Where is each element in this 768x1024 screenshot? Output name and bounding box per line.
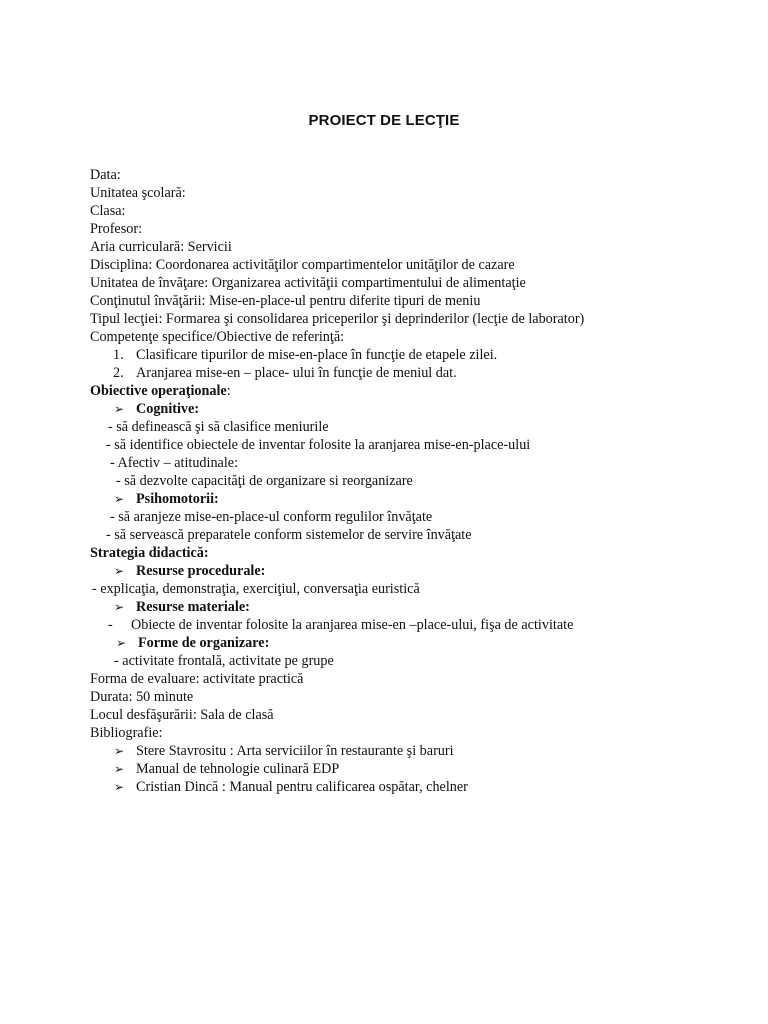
bibliography-text: Stere Stavrositu : Arta serviciilor în restaurante şi baruri: [136, 743, 454, 759]
obiective-heading-text: Obiective operaţionale: [90, 383, 227, 399]
field-disciplina: Disciplina: Coordonarea activităţilor compartimentelor unităţilor de cazare: [90, 257, 515, 273]
field-unitatea-invatare: Unitatea de învăţare: Organizarea activităţii compartimentului de alimentaţie: [90, 275, 526, 291]
list-item: [113, 346, 497, 364]
bibliography-text: Cristian Dincă : Manual pentru calificarea ospătar, chelner: [136, 779, 468, 795]
obiective-heading-colon: :: [226, 383, 231, 399]
cognitive-item: - să definească şi să clasifice meniurile: [108, 419, 329, 435]
cognitive-heading: [114, 400, 199, 418]
field-tipul: Tipul lecţiei: Formarea şi consolidarea priceperilor şi deprinderilor (lecţie de laborator): [90, 311, 585, 327]
resurse-procedurale-text: - explicaţia, demonstraţia, exerciţiul, conversaţia euristică: [92, 581, 420, 597]
bibliography-item: [114, 778, 468, 796]
forme-label: Forme de organizare:: [138, 635, 270, 651]
list-item: [113, 364, 457, 382]
strategia-heading: Strategia didactică:: [90, 545, 209, 561]
psihomotorii-heading: [114, 490, 219, 508]
list-text: Clasificare tipurilor de mise-en-place în funcţie de etapele zilei.: [136, 347, 498, 363]
afectiv-item: - să dezvolte capacităţi de organizare si reorganizare: [116, 473, 413, 489]
resurse-materiale-label: Resurse materiale:: [136, 599, 250, 615]
list-text: Aranjarea mise-en – place- ului în funcţie de meniul dat.: [136, 365, 457, 381]
bibliography-text: Manual de tehnologie culinară EDP: [136, 761, 340, 777]
field-competente: Competenţe specifice/Obiective de referinţă:: [90, 329, 345, 345]
obiective-heading: [90, 382, 231, 400]
field-continutul: Conţinutul învăţării: Mise-en-place-ul pentru diferite tipuri de meniu: [90, 293, 481, 309]
psihomotorii-item: - să aranjeze mise-en-place-ul conform regulilor învăţate: [110, 509, 433, 525]
list-number: 1.: [113, 347, 124, 363]
arrow-bullet-icon: ➢: [114, 564, 125, 578]
field-clasa: Clasa:: [90, 203, 126, 219]
field-unitatea-scolara: Unitatea şcolară:: [90, 185, 186, 201]
arrow-bullet-icon: ➢: [114, 600, 125, 614]
arrow-bullet-icon: ➢: [114, 402, 125, 416]
cognitive-label: Cognitive:: [136, 401, 200, 417]
resurse-materiale-text: Obiecte de inventar folosite la aranjarea mise-en –place-ului, fişa de activitate: [131, 617, 574, 633]
resurse-materiale-heading: [114, 598, 250, 616]
arrow-bullet-icon: ➢: [116, 636, 127, 650]
arrow-bullet-icon: ➢: [114, 492, 125, 506]
field-data: Data:: [90, 167, 121, 183]
field-profesor: Profesor:: [90, 221, 143, 237]
field-forma-evaluare: Forma de evaluare: activitate practică: [90, 671, 304, 687]
field-aria: Aria curriculară: Servicii: [90, 239, 232, 255]
bibliography-item: [114, 742, 454, 760]
psihomotorii-item: - să servească preparatele conform sistemelor de servire învăţate: [106, 527, 472, 543]
resurse-materiale-item: [108, 616, 573, 634]
forme-text: - activitate frontală, activitate pe grupe: [114, 653, 334, 669]
arrow-bullet-icon: ➢: [114, 780, 125, 794]
bibliography-item: [114, 760, 339, 778]
cognitive-item: - să identifice obiectele de inventar folosite la aranjarea mise-en-place-ului: [106, 437, 531, 453]
field-bibliografie: Bibliografie:: [90, 725, 163, 741]
field-durata: Durata: 50 minute: [90, 689, 194, 705]
dash-bullet: -: [108, 617, 113, 633]
arrow-bullet-icon: ➢: [114, 744, 125, 758]
document-title: PROIECT DE LECŢIE: [308, 112, 460, 129]
resurse-procedurale-label: Resurse procedurale:: [136, 563, 266, 579]
resurse-procedurale-heading: [114, 562, 265, 580]
field-locul: Locul desfăşurării: Sala de clasă: [90, 707, 274, 723]
afectiv-label: - Afectiv – atitudinale:: [110, 455, 239, 471]
arrow-bullet-icon: ➢: [114, 762, 125, 776]
psihomotorii-label: Psihomotorii:: [136, 491, 219, 507]
forme-heading: [116, 634, 269, 652]
list-number: 2.: [113, 365, 124, 381]
